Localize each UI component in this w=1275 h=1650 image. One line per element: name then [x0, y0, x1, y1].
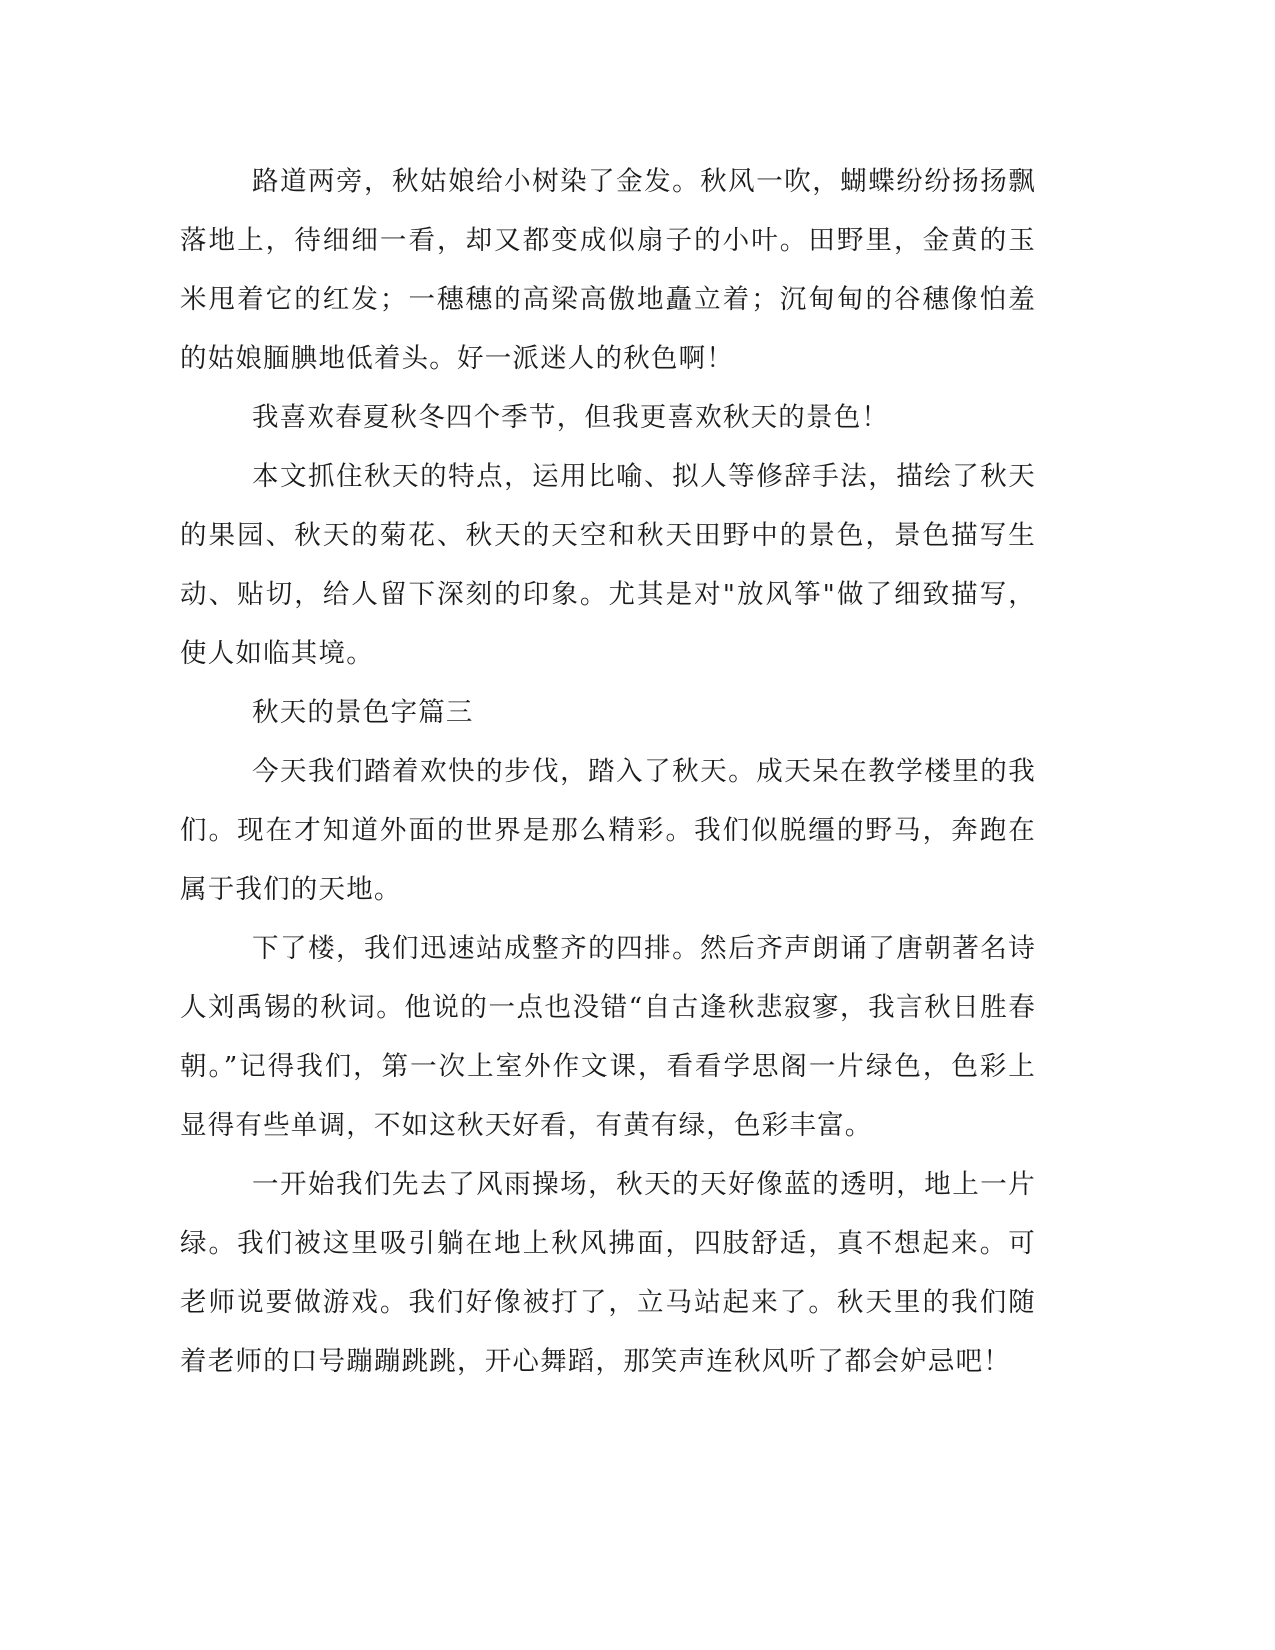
paragraph: 今天我们踏着欢快的步伐，踏入了秋天。成天呆在教学楼里的我们。现在才知道外面的世界是那么精彩。我们似脱缰的野马，奔跑在属于我们的天地。 — [180, 756, 1036, 905]
paragraph: 一开始我们先去了风雨操场，秋天的天好像蓝的透明，地上一片绿。我们被这里吸引躺在地上秋风拂面，四肢舒适，真不想起来。可老师说要做游戏。我们好像被打了，立马站起来了。秋天里的我们随着老师的口号蹦蹦跳跳，开心舞蹈，那笑声连秋风听了都会妒忌吧！ — [180, 1169, 1036, 1377]
paragraph: 我喜欢春夏秋冬四个季节，但我更喜欢秋天的景色！ — [252, 402, 890, 433]
paragraph: 下了楼，我们迅速站成整齐的四排。然后齐声朗诵了唐朝著名诗人刘禹锡的秋词。他说的一点也没错“自古逢秋悲寂寥，我言秋日胜春朝。”记得我们，第一次上室外作文课，看看学思阁一片绿色，色彩上显得有些单调，不如这秋天好看，有黄有绿，色彩丰富。 — [180, 933, 1036, 1141]
paragraph: 路道两旁，秋姑娘给小树染了金发。秋风一吹，蝴蝶纷纷扬扬飘落地上，待细细一看，却又都变成似扇子的小叶。田野里，金黄的玉米甩着它的红发；一穗穗的高梁高傲地矗立着；沉甸甸的谷穗像怕羞的姑娘腼腆地低着头。好一派迷人的秋色啊！ — [180, 166, 1036, 374]
section-heading: 秋天的景色字篇三 — [252, 697, 474, 728]
document-body — [180, 152, 1036, 1391]
paragraph: 本文抓住秋天的特点，运用比喻、拟人等修辞手法，描绘了秋天的果园、秋天的菊花、秋天的天空和秋天田野中的景色，景色描写生动、贴切，给人留下深刻的印象。尤其是对"放风筝"做了细致描写，使人如临其境。 — [180, 461, 1036, 669]
